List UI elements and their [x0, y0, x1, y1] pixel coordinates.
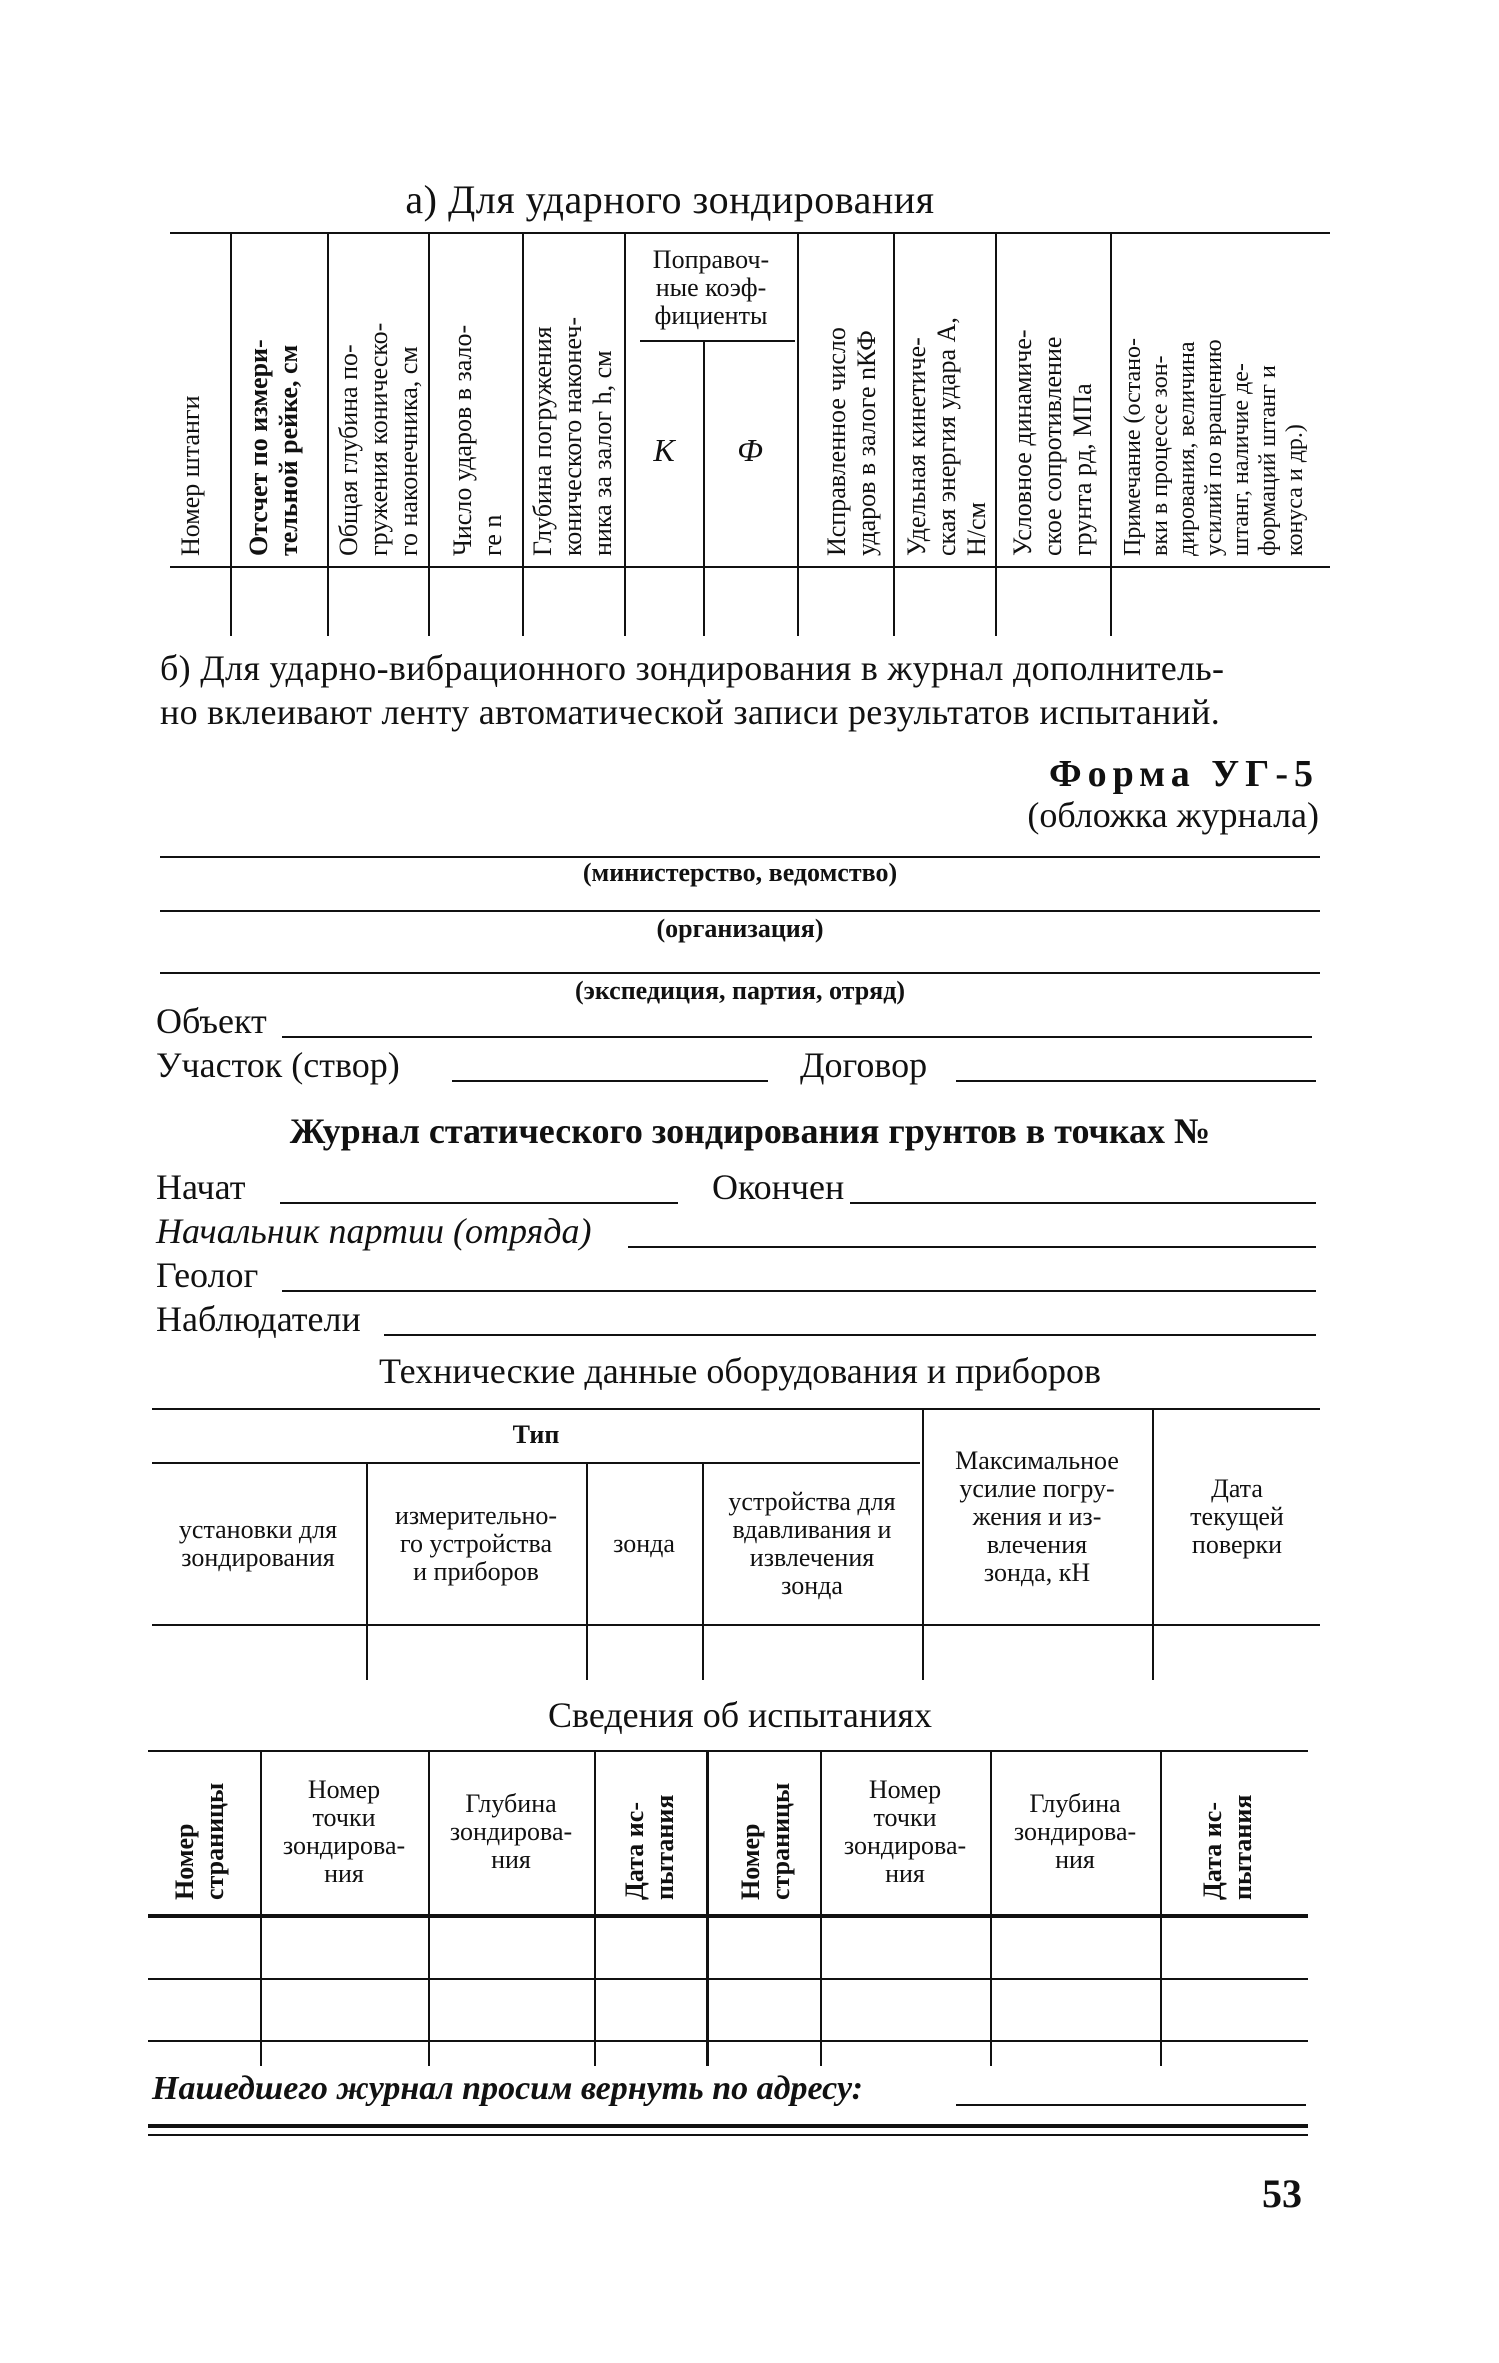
form-subtitle: (обложка журнала): [1027, 795, 1319, 835]
return-address-label: Нашедшего журнал просим вернуть по адресу:: [152, 2070, 863, 2107]
finished-field[interactable]: [850, 1202, 1316, 1204]
col-probe: зонда: [613, 1529, 675, 1558]
col-total-depth: Общая глубина по- гружения коническо- го наконечника, см: [334, 322, 423, 556]
geologist-label: Геолог: [156, 1255, 259, 1295]
object-field[interactable]: [282, 1036, 1312, 1038]
finished-label: Окончен: [712, 1167, 845, 1207]
col-test-date-1: Дата ис- пытания: [620, 1794, 679, 1900]
col-page-number-1: Номер страницы: [170, 1782, 229, 1900]
site-label: Участок (створ): [156, 1045, 400, 1085]
chief-label: Начальник партии (отряда): [156, 1211, 592, 1251]
ministry-caption: (министерство, ведомство): [582, 858, 898, 887]
col-depth-2: Глубина зондирова- ния: [1013, 1789, 1137, 1874]
col-corrected-blows: Исправленное число ударов в залоге nКФ: [822, 327, 881, 556]
chief-field[interactable]: [628, 1246, 1316, 1248]
col-installation: установки для зондирования: [178, 1515, 338, 1572]
contract-field[interactable]: [956, 1080, 1316, 1082]
col-rod-number: Номер штанги: [176, 395, 205, 556]
object-label: Объект: [156, 1001, 267, 1041]
observers-field[interactable]: [384, 1334, 1316, 1336]
col-blow-count: Число ударов в зало- ге n: [448, 324, 507, 556]
site-field[interactable]: [452, 1080, 768, 1082]
section-b-text: б) Для ударно-вибрационного зондирования в журнал дополнитель- но вклеивают ленту автоматической записи результатов испытаний.: [160, 648, 1225, 732]
col-depth-1: Глубина зондирова- ния: [449, 1789, 573, 1874]
equipment-title: Технические данные оборудования и приборов: [379, 1351, 1101, 1391]
col-kinetic-energy: Удельная кинетиче- ская энергия удара A, Н/см: [902, 317, 991, 556]
col-check-date: Дата текущей поверки: [1190, 1474, 1284, 1559]
col-dynamic-resistance: Условное динамиче- ское сопротивление грунта pд, МПа: [1008, 329, 1097, 556]
tests-title: Сведения об испытаниях: [548, 1695, 932, 1735]
return-address-field[interactable]: [956, 2104, 1306, 2106]
col-page-number-2: Номер страницы: [736, 1782, 795, 1900]
journal-title: Журнал статического зондирования грунтов в точках №: [289, 1111, 1211, 1151]
section-a-title: а) Для ударного зондирования: [405, 177, 935, 222]
col-coef-f: Ф: [737, 432, 763, 468]
col-notes: Примечание (остано- вки в процессе зон- дирования, величина усилий по вращению штанг, наличие де- формаций штанг и конуса и др.): [1120, 338, 1308, 556]
observers-label: Наблюдатели: [156, 1299, 361, 1339]
col-max-force: Максимальное усилие погру- жения и из- влечения зонда, кН: [955, 1446, 1119, 1587]
col-point-number-1: Номер точки зондирова- ния: [282, 1775, 406, 1888]
page-number: 53: [1262, 2171, 1302, 2216]
col-point-number-2: Номер точки зондирова- ния: [843, 1775, 967, 1888]
started-field[interactable]: [280, 1202, 678, 1204]
col-correction-coefficients: Поправоч- ные коэф- фициенты: [652, 245, 770, 330]
expedition-caption: (экспедиция, партия, отряд): [574, 976, 906, 1005]
started-label: Начат: [156, 1167, 246, 1207]
organization-caption: (организация): [656, 914, 824, 943]
type-header: Тип: [512, 1420, 560, 1449]
col-scale-reading: Отсчет по измери- тельной рейке, см: [244, 339, 303, 556]
col-test-date-2: Дата ис- пытания: [1198, 1794, 1257, 1900]
col-coef-k: К: [653, 432, 675, 468]
col-pressing-device: устройства для вдавливания и извлечения зонда: [728, 1487, 896, 1600]
contract-label: Договор: [800, 1045, 928, 1085]
geologist-field[interactable]: [282, 1290, 1316, 1292]
col-measuring-device: измерительно- го устройства и приборов: [394, 1501, 558, 1586]
form-name: Форма УГ-5: [1048, 753, 1319, 795]
col-penetration-depth: Глубина погружения конического наконеч- ника за залог h, см: [528, 316, 617, 556]
